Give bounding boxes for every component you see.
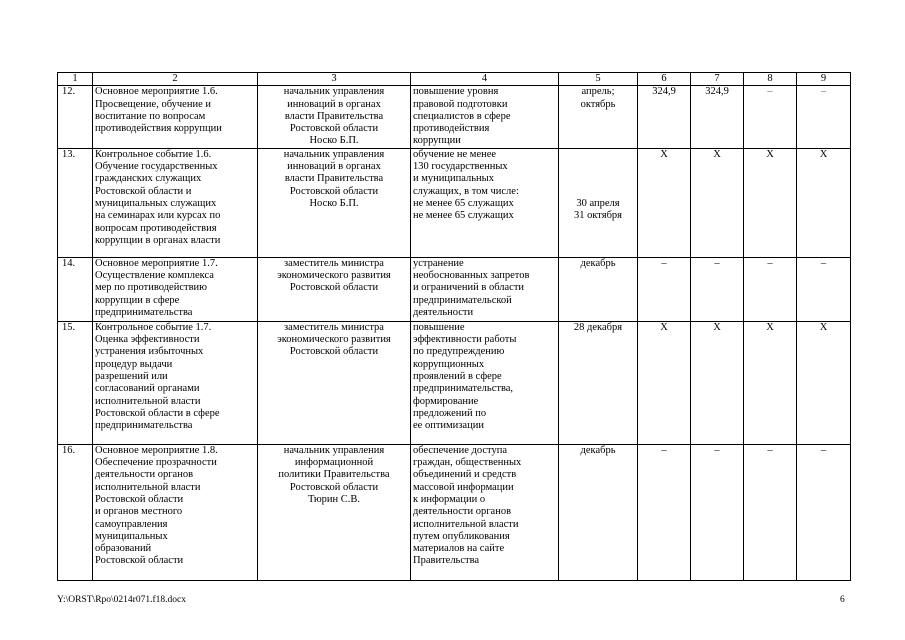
header-cell: 7 (691, 73, 744, 86)
value-cell-6: Х (638, 148, 691, 257)
value-cell-8: Х (744, 321, 797, 444)
value-cell-7: – (691, 257, 744, 321)
value-cell-9: – (797, 444, 851, 580)
header-cell: 9 (797, 73, 851, 86)
table-row (58, 148, 851, 257)
header-cell: 5 (559, 73, 638, 86)
header-cell: 1 (58, 73, 93, 86)
event-cell: Контрольное событие 1.7. Оценка эффективности устранения избыточных процедур выдачи разрешений или согласований органами исполнительной власти Ростовской области в сфере предпринимательства (93, 321, 258, 444)
date-cell: 28 декабря (559, 321, 638, 444)
row-number: 16. (58, 444, 93, 580)
value-cell-8: – (744, 257, 797, 321)
event-cell: Основное мероприятие 1.6. Просвещение, обучение и воспитание по вопросам противодействия коррупции (93, 86, 258, 148)
header-cell: 6 (638, 73, 691, 86)
value-cell-7: 324,9 (691, 86, 744, 148)
value-cell-6: – (638, 257, 691, 321)
value-cell-9: – (797, 86, 851, 148)
value-cell-6: – (638, 444, 691, 580)
header-cell: 4 (411, 73, 559, 86)
value-cell-8: – (744, 444, 797, 580)
header-cell: 3 (258, 73, 411, 86)
value-cell-9: Х (797, 148, 851, 257)
header-cell: 8 (744, 73, 797, 86)
result-cell: обеспечение доступа граждан, общественных объединений и средств массовой информации к информации о деятельности органов исполнительной власти путем опубликования материалов на сайте Правительства (411, 444, 559, 580)
result-cell: устранение необоснованных запретов и ограничений в области предпринимательской деятельности (411, 257, 559, 321)
value-cell-9: Х (797, 321, 851, 444)
row-number: 12. (58, 86, 93, 148)
responsible-cell: начальник управления инноваций в органах власти Правительства Ростовской области Носко Б.П. (258, 86, 411, 148)
value-cell-7: Х (691, 148, 744, 257)
table-row (58, 257, 851, 321)
date-cell: декабрь (559, 444, 638, 580)
event-cell: Основное мероприятие 1.8. Обеспечение прозрачности деятельности органов исполнительной власти Ростовской области и органов местного самоуправления муниципальных образований Ростовской области (93, 444, 258, 580)
table-header-row (58, 73, 851, 86)
row-number: 13. (58, 148, 93, 257)
event-cell: Основное мероприятие 1.7. Осуществление комплекса мер по противодействию коррупции в сфере предпринимательства (93, 257, 258, 321)
table-row (58, 86, 851, 148)
date-cell: апрель; октябрь (559, 86, 638, 148)
responsible-cell: заместитель министра экономического развития Ростовской области (258, 321, 411, 444)
row-number: 14. (58, 257, 93, 321)
value-cell-7: – (691, 444, 744, 580)
result-cell: повышение уровня правовой подготовки специалистов в сфере противодействия коррупции (411, 86, 559, 148)
file-path: Y:\ORST\Rpo\0214r071.f18.docx (57, 595, 186, 605)
value-cell-8: – (744, 86, 797, 148)
value-cell-8: Х (744, 148, 797, 257)
responsible-cell: заместитель министра экономического развития Ростовской области (258, 257, 411, 321)
page-number: 6 (840, 595, 845, 605)
value-cell-7: Х (691, 321, 744, 444)
responsible-cell: начальник управления информационной политики Правительства Ростовской области Тюрин С.В. (258, 444, 411, 580)
plan-table (57, 72, 851, 581)
date-cell: 30 апреля 31 октября (559, 148, 638, 257)
table-row (58, 321, 851, 444)
value-cell-6: 324,9 (638, 86, 691, 148)
header-cell: 2 (93, 73, 258, 86)
row-number: 15. (58, 321, 93, 444)
result-cell: обучение не менее 130 государственных и муниципальных служащих, в том числе: не менее 65 служащих не менее 65 служащих (411, 148, 559, 257)
result-cell: повышение эффективности работы по предупреждению коррупционных проявлений в сфере предпринимательства, формирование предложений по ее оптимизации (411, 321, 559, 444)
date-cell: декабрь (559, 257, 638, 321)
event-cell: Контрольное событие 1.6. Обучение государственных гражданских служащих Ростовской области и муниципальных служащих на семинарах или курсах по вопросам противодействия коррупции в органах власти (93, 148, 258, 257)
value-cell-9: – (797, 257, 851, 321)
responsible-cell: начальник управления инноваций в органах власти Правительства Ростовской области Носко Б.П. (258, 148, 411, 257)
value-cell-6: Х (638, 321, 691, 444)
table-row (58, 444, 851, 580)
